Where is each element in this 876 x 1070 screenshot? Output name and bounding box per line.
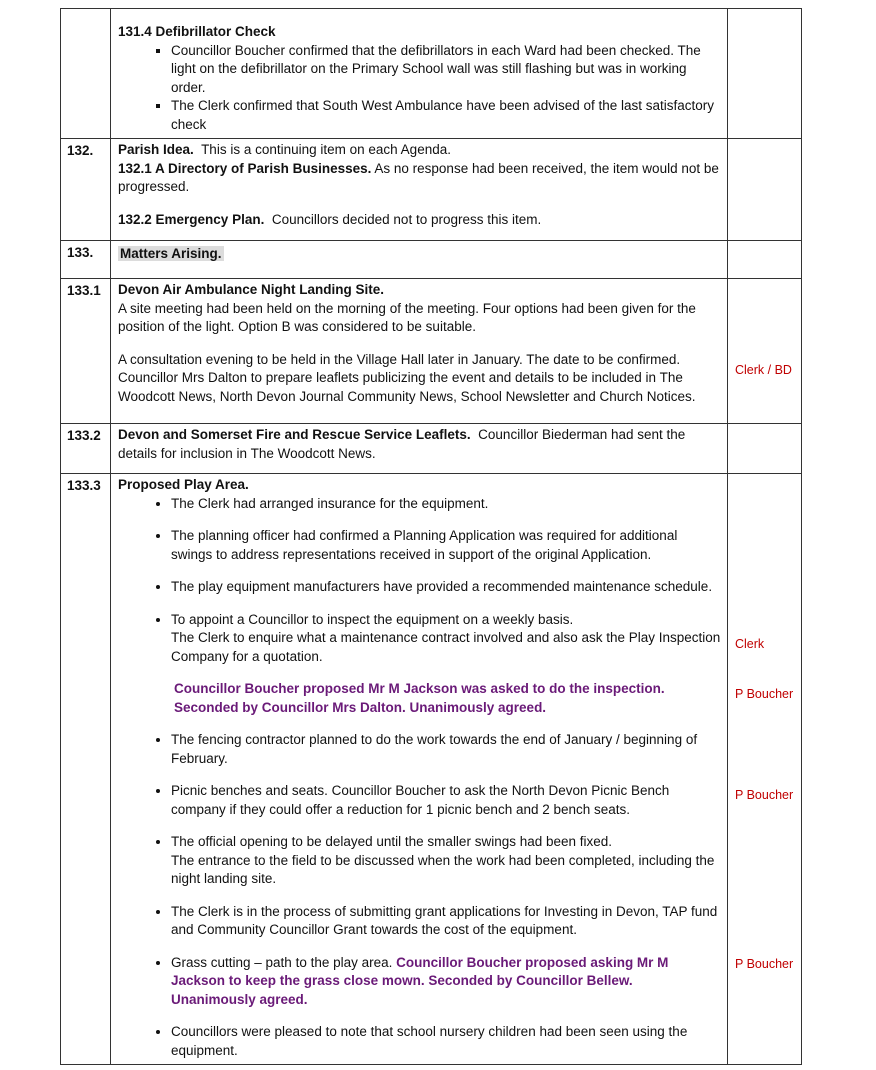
list-item: • The play equipment manufacturers have provided a recommended maintenance schedule. [171,578,721,597]
resolution-text: Councillor Boucher proposed asking Mr M Jackson to keep the grass close mown. Seconded by Councillor Bellew. Unanimously agreed. [171,954,669,1007]
list-item: ▪ The Clerk confirmed that South West Ambulance have been advised of the last satisfactory check [171,97,721,134]
list-item [171,954,721,1010]
list-item-text: • To appoint a Councillor to inspect the equipment on a weekly basis. [171,611,574,627]
row-133-1 [61,279,802,424]
item-title: Parish Idea. [118,142,194,157]
row-132 [61,139,802,241]
list-item: • The Clerk is in the process of submitting grant applications for Investing in Devon, TAP fund and Community Councillor Grant towards the cost of the equipment. [171,903,721,940]
item-number: 133.1 [61,279,111,424]
action-cell [728,241,802,279]
resolution-text: Councillor Boucher proposed Mr M Jackson was asked to do the inspection. Seconded by Councillor Mrs Dalton. Unanimously agreed. [174,681,665,715]
minutes-table [60,8,802,1065]
list-item: ▪ Councillor Boucher confirmed that the defibrillators in each Ward had been checked. The light on the defibrillator on the Primary School wall was still flashing but was in working order. [171,42,721,98]
item-title: Matters Arising. [120,246,222,261]
list-item-text: The Clerk to enquire what a maintenance contract involved and also ask the Play Inspection Company for a quotation. [171,630,721,664]
list-item-text: • The official opening to be delayed until the smaller swings had been fixed. [171,834,613,849]
item-text: Councillor Biederman had sent the details for inclusion in The Woodcott News. [118,427,686,461]
row-133-2 [61,424,802,474]
action-owner: Clerk / BD [735,363,792,377]
list-item: • Picnic benches and seats. Councillor Boucher to ask the North Devon Picnic Bench company if they could offer a reduction for 1 picnic bench and 2 bench seats. [171,782,721,819]
directory-paragraph [118,160,721,197]
sub-item-text: Councillors decided not to progress this item. [271,211,542,227]
row-133 [61,241,802,279]
bullet-list [118,731,721,1060]
action-cell [728,9,802,139]
item-number: 132. [61,139,111,241]
parish-idea-line [118,141,721,160]
item-body-cell [111,279,728,424]
list-item: • The Clerk had arranged insurance for the equipment. [171,495,721,514]
item-number-cell [61,9,111,139]
sub-item-title: 132.2 Emergency Plan. [118,211,265,227]
row-133-3 [61,474,802,1065]
item-body-cell [111,424,728,474]
item-paragraph: A consultation evening to be held in the Village Hall later in January. The date to be confirmed. Councillor Mrs Dalton to prepare leaflets publicizing the event and details to be included in The Woodcott News, North Devon Journal Community News, School Newsletter and Church Notices. [118,351,696,404]
list-item: • The fencing contractor planned to do the work towards the end of January / beginning of February. [171,731,721,768]
item-title: Proposed Play Area. [118,477,249,492]
item-title: Devon and Somerset Fire and Rescue Service Leaflets. [118,427,471,442]
item-title: 131.4 Defibrillator Check [118,24,276,39]
item-body-cell [111,9,728,139]
action-cell [728,424,802,474]
list-item [171,833,721,889]
item-title: Devon Air Ambulance Night Landing Site. [118,282,385,297]
item-number: 133.2 [61,424,111,474]
action-owner: Clerk [735,637,765,651]
list-item-text: Grass cutting – path to the play area. [171,954,393,970]
item-paragraph: A site meeting had been held on the morning of the meeting. Four options had been given for the position of the light. Option B was considered to be suitable. [118,300,696,334]
item-number: 133. [61,241,111,279]
bullet-list [118,495,721,667]
item-body-cell [111,474,728,1065]
sub-item-text: As no response had been received, the item would not be progressed. [118,160,719,194]
action-owner: P Boucher [735,687,794,701]
list-item [171,611,721,667]
list-item-text: The entrance to the field to be discussed when the work had been completed, including the night landing site. [171,852,715,886]
item-number: 133.3 [61,474,111,1065]
bullet-list [118,42,721,135]
action-cell [728,279,802,424]
emergency-plan-paragraph [118,211,721,230]
item-body-cell [111,241,728,279]
item-paragraph [118,426,721,463]
action-owner: P Boucher [735,788,794,802]
list-item: • The planning officer had confirmed a Planning Application was required for additional swings to address representations received in support of the original Application. [171,527,721,564]
item-text: This is a continuing item on each Agenda. [201,142,451,157]
item-body-cell [111,139,728,241]
action-owner: P Boucher [735,957,794,971]
sub-item-title: 132.1 A Directory of Parish Businesses. [118,160,372,176]
action-cell [728,474,802,1065]
row-131-4 [61,9,802,139]
list-item: • Councillors were pleased to note that school nursery children had been seen using the equipment. [171,1023,721,1060]
action-cell [728,139,802,241]
